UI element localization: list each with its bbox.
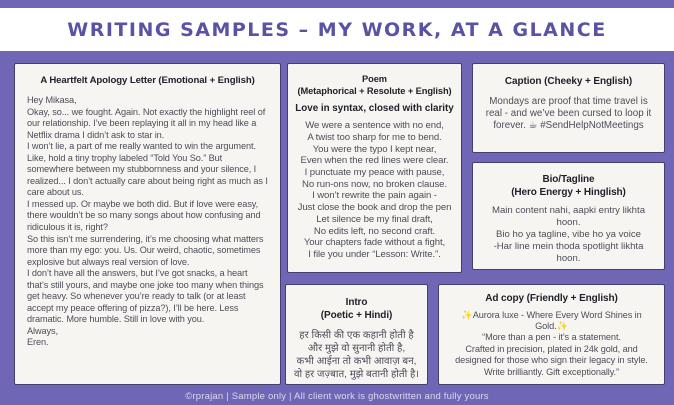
footer-credit: ©rprajan | Sample only | All client work is ghostwritten and fully yours [185,391,489,402]
ad-copy-line: ✨Aurora luxe - Where Every Word Shines in Gold.✨ [461,309,642,331]
poem-line: A twist too sharp for me to bend. [307,131,442,143]
page-title: WRITING SAMPLES – MY WORK, AT A GLANCE [67,18,607,41]
intro-line: और मुझे वो सुनानी होती है, [307,343,406,354]
intro-title-line2: (Poetic + Hindi) [320,309,393,321]
poem-card-title [293,74,456,97]
bio-card-body [483,205,654,265]
apology-paragraph: I don’t have all the answers, but I’ve got snacks, a heart that’s still yours, and maybe one joke too many when things get heavy. So whenever you’re ready to talk (or at least accept my peace offering of pizza?), I’ll be here. Less dramatic. More humble. Still in love with you. [27,268,264,325]
card-poem [287,63,462,273]
bio-title-line2: (Hero Energy + Hinglish) [511,186,626,198]
poem-line: Even when the red lines were clear. [300,155,449,167]
intro-line: वो हर जज़्बात, मुझे बतानी होती है। [293,369,420,380]
bio-card-title [483,174,654,199]
card-ad-copy [438,284,665,385]
ad-copy-line: Write brilliantly. Gift exceptionally.” [484,366,619,377]
poem-line: Let silence be my final draft, [316,213,433,225]
intro-card-body [292,329,421,381]
apology-paragraph: Eren. [27,337,49,348]
poem-line: Your chapters fade without a fight, [303,237,446,249]
poem-line: We were a sentence with no end, [305,120,444,132]
apology-paragraph: I messed up. Or maybe we both did. But if love were easy, there wouldn’t be so many songs about how confusing and ridiculous it is, right? [27,198,261,232]
poem-line: No run-ons now, no broken clause. [302,178,447,190]
poem-line: You were the typo I kept near, [312,143,437,155]
card-apology-letter [14,63,281,385]
poem-subtitle: Love in syntax, closed with clarity [295,103,454,115]
bio-line: Bio ho ya tagline, vibe ho ya voice [495,229,642,240]
intro-line: हर किसी की एक कहानी होती है [299,330,414,341]
ad-card-title: Ad copy (Friendly + English) [485,293,618,304]
intro-title-line1: Intro [345,297,368,308]
apology-card-title: A Heartfelt Apology Letter (Emotional + English) [40,75,255,86]
header-band [0,8,674,51]
ad-copy-line: “More than a pen - it’s a statement. [482,332,621,343]
intro-line: कभी आईना तो कभी आवाज़ बन, [296,356,417,367]
ad-card-body [447,310,656,378]
poem-line: I punctuate my peace with pause, [304,167,445,179]
poem-line: No edits left, no second craft. [313,225,436,237]
poem-line: Just close the book and drop the pen [297,202,452,214]
poem-line: I file you under “Lesson: Write.”. [308,248,441,260]
apology-paragraph: Okay, so... we fought. Again. Not exactly the highlight reel of our relationship. I’ve been replaying it all in my head like a Netflix drama I didn’t ask to star in. [27,106,266,140]
bio-line: -Har line mein thoda spotlight likhta hoon. [493,241,644,264]
apology-paragraph: Always, [27,325,58,336]
caption-card-body: Mondays are proof that time travel is real - and we’ve been cursed to loop it forever. ☕ #SendHelpNotMeetings [485,95,652,131]
bio-line: Main content nahi, aapki entry likhta hoon. [491,205,646,228]
apology-paragraph: So this isn’t me surrendering, it’s me choosing what matters more than my ego: you. Us. Our weird, chaotic, sometimes explosive but always real version of love. [27,233,264,267]
apology-paragraph: Hey Mikasa, [27,94,77,105]
caption-card-title: Caption (Cheeky + English) [504,76,633,87]
card-intro-hindi [285,284,428,385]
poem-title-line1: Poem [362,74,387,84]
intro-card-title [292,297,421,322]
card-bio-tagline [472,162,665,270]
card-caption [472,63,665,153]
ad-copy-line: Crafted in precision, plated in 24k gold, and designed for those who sign their legacy in style. [455,343,648,366]
poem-card-body [293,120,456,260]
poem-title-line2: (Metaphorical + Resolute + English) [297,85,452,96]
poem-line: I won’t rewrite the pain again - [312,190,437,202]
bio-title-line1: Bio/Tagline [542,174,595,185]
apology-card-body [27,95,268,349]
apology-paragraph: I won’t lie, a part of me really wanted to win the argument. Like, hold a tiny trophy labeled “Told You So.” But somewhere between my stubbornness and your silence, I realized... I don’t actually care about being right as much as I care about us. [27,141,268,198]
